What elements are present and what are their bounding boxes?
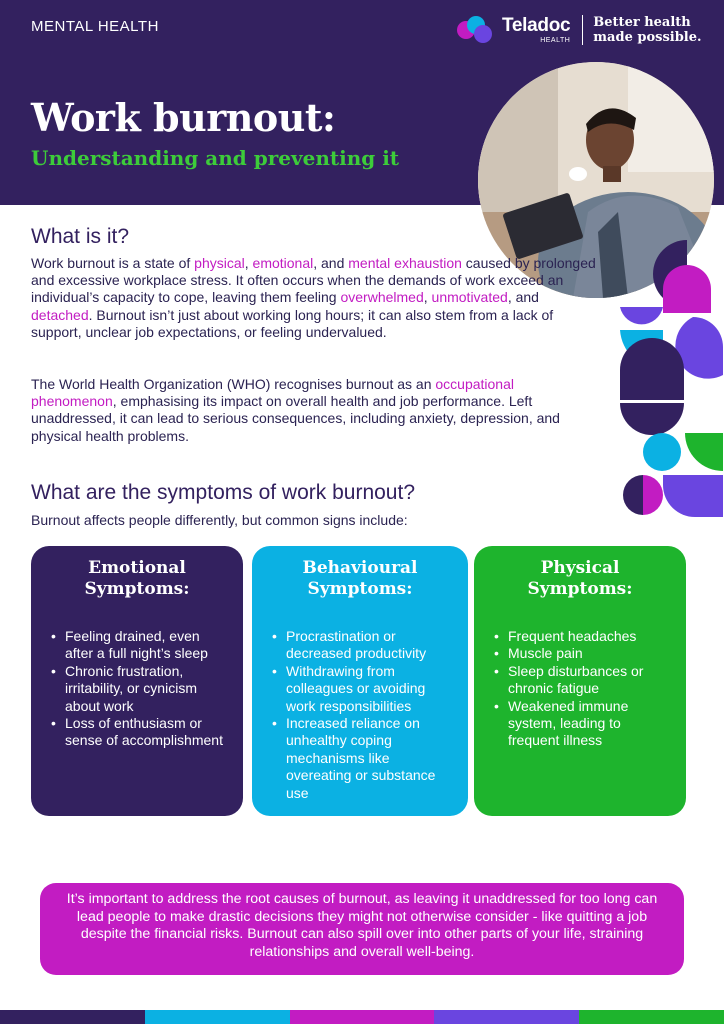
logo-tagline-line-2: made possible. [593,30,702,45]
highlighted-term: unmotivated [431,289,508,306]
symptom-list [252,628,468,802]
page-title: Work burnout: [31,95,336,140]
footer-color-segment [434,1010,579,1024]
list-item: • Weakened immune system, leading to frequent illness [494,698,674,750]
card-title [474,558,686,600]
card-title [252,558,468,600]
card-title-line-2: Symptoms: [307,579,413,599]
paragraph-text: , and [507,289,539,306]
logo-divider [582,15,583,45]
logo-tagline [593,15,701,45]
paragraph-text: , and [313,255,349,271]
logo-tagline-line-1: Better health [593,15,691,30]
teladoc-logo-icon [456,14,498,46]
card-title [31,558,243,600]
footer-color-segment [579,1010,724,1024]
what-is-it-paragraph-2 [31,376,603,445]
list-item: • Loss of enthusiasm or sense of accomplishment [51,715,231,750]
card-title-line-2: Symptoms: [84,579,190,599]
list-item: • Sleep disturbances or chronic fatigue [494,663,674,698]
symptom-list [31,628,243,750]
footer-color-segment [145,1010,290,1024]
behavioural-symptoms-card [252,546,468,816]
teladoc-logo [456,12,711,48]
card-title-line-2: Symptoms: [527,579,633,599]
paragraph-text: , [423,289,432,306]
logo-wordmark [502,16,570,44]
highlighted-term: detached [31,306,89,323]
list-item: • Increased reliance on unhealthy coping mechanisms like overeating or substance use [272,715,456,802]
highlighted-term: mental exhaustion [348,255,462,271]
emotional-symptoms-card [31,546,243,816]
paragraph-text: The World Health Organization (WHO) recognises burnout as an [31,376,436,392]
list-item: • Frequent headaches [494,628,674,645]
what-is-it-paragraph-1 [31,255,603,341]
paragraph-text: . Burnout isn’t just about working long hours; it can also stem from a lack of support, unclear job expectations, or feeling undervalued. [31,306,554,340]
section-heading-symptoms: What are the symptoms of work burnout? [31,481,415,504]
highlighted-term: occupational phenomenon [31,376,514,410]
category-label: MENTAL HEALTH [31,18,159,35]
symptoms-intro: Burnout affects people differently, but common signs include: [31,512,408,528]
callout-box: It’s important to address the root causes of burnout, as leaving it unaddressed for too long can lead people to make drastic decisions they might not otherwise consider - like quitting a job despite the financial risks. Burnout can also spill over into other parts of your life, straining relationships and overall well-being. [40,883,684,975]
highlighted-term: physical [194,255,245,271]
list-item: • Feeling drained, even after a full night’s sleep [51,628,231,663]
paragraph-text: , [244,255,253,271]
section-heading-what-is-it: What is it? [31,225,130,248]
logo-brand: Teladoc [502,15,571,36]
list-item: • Withdrawing from colleagues or avoiding work responsibilities [272,663,456,715]
physical-symptoms-card [474,546,686,816]
highlighted-term: emotional [252,255,314,271]
decorative-shapes [615,235,724,520]
paragraph-text: caused by prolonged and excessive workplace stress. It often occurs when the demands of work exceed an individual’s capacity to cope, leaving them feeling [31,255,596,306]
paragraph-text: Work burnout is a state of [31,255,195,271]
list-item: • Chronic frustration, irritability, or cynicism about work [51,663,231,715]
list-item: • Procrastination or decreased productivity [272,628,456,663]
card-title-line-1: Physical [540,558,620,578]
footer-color-bar [0,1010,724,1024]
footer-color-segment [0,1010,145,1024]
list-item: • Muscle pain [494,645,674,662]
symptom-list [474,628,686,750]
page-subtitle: Understanding and preventing it [31,146,400,170]
card-title-line-1: Emotional [88,558,186,578]
card-title-line-1: Behavioural [302,558,418,578]
highlighted-term: overwhelmed [340,289,424,306]
footer-color-segment [290,1010,435,1024]
paragraph-text: , emphasising its impact on overall health and job performance. Left unaddressed, it can lead to serious consequences, including anxiety, depression, and physical health problems. [31,393,560,444]
logo-sub: HEALTH [540,37,571,44]
